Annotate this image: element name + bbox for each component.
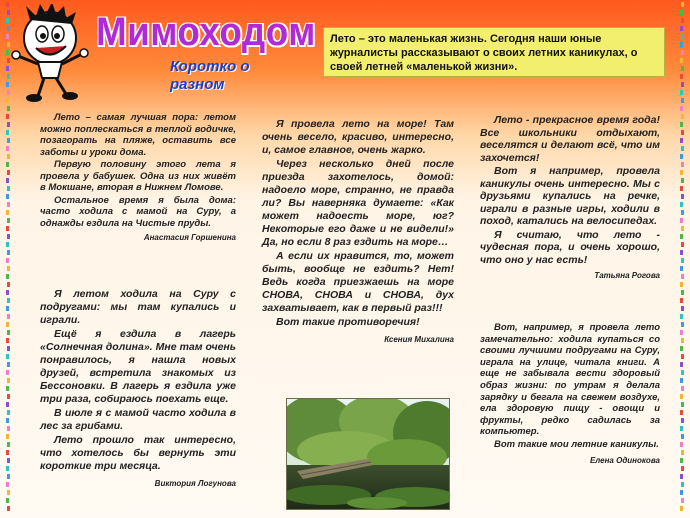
- border-dash: [681, 18, 684, 23]
- border-dash: [680, 250, 683, 255]
- border-dash: [7, 170, 10, 175]
- border-dash: [681, 338, 684, 343]
- border-dash: [6, 450, 9, 455]
- border-dash: [6, 258, 9, 263]
- border-dash: [6, 242, 9, 247]
- border-dash: [7, 250, 10, 255]
- border-dash: [7, 490, 10, 495]
- border-dash: [681, 82, 684, 87]
- border-dash: [680, 378, 683, 383]
- border-dash: [681, 418, 684, 423]
- border-dash: [7, 362, 10, 367]
- border-dash: [681, 210, 684, 215]
- border-dash: [680, 218, 683, 223]
- border-dash: [681, 162, 684, 167]
- border-dash: [6, 434, 9, 439]
- border-dash: [7, 218, 10, 223]
- paragraph: Вот я например, провела каникулы очень интересно. Мы с друзьями купались на речке, играли в разные игры, ходили в поход, катались на велосипедах.: [480, 165, 660, 227]
- story-mikhalina: [262, 118, 454, 347]
- border-dash: [680, 122, 683, 127]
- border-dash: [7, 458, 10, 463]
- border-dash: [680, 330, 683, 335]
- border-dash: [7, 506, 10, 511]
- border-dash: [7, 442, 10, 447]
- border-dash: [680, 26, 683, 31]
- right-decorative-border: [680, 0, 684, 518]
- border-dash: [680, 490, 683, 495]
- border-dash: [681, 66, 684, 71]
- border-dash: [681, 258, 684, 263]
- border-dash: [681, 98, 684, 103]
- border-dash: [7, 378, 10, 383]
- story-odinokova: [480, 322, 660, 467]
- border-dash: [681, 386, 684, 391]
- border-dash: [681, 114, 684, 119]
- border-dash: [6, 226, 9, 231]
- border-dash: [681, 370, 684, 375]
- border-dash: [7, 282, 10, 287]
- border-dash: [680, 74, 683, 79]
- border-dash: [681, 290, 684, 295]
- border-dash: [7, 234, 10, 239]
- paragraph: Я летом ходила на Суру с подругами: мы там купались и играли.: [40, 288, 236, 326]
- border-dash: [6, 274, 9, 279]
- author-signature: Анастасия Горшенина: [143, 233, 236, 242]
- border-dash: [681, 130, 684, 135]
- border-dash: [6, 322, 9, 327]
- author-signature: Елена Одинокова: [589, 455, 660, 465]
- author-signature: Виктория Логунова: [154, 479, 236, 488]
- border-dash: [6, 210, 9, 215]
- border-dash: [680, 506, 683, 511]
- paragraph: Лето прошло так интересно, что хотелось бы вернуть эти короткие три месяца.: [40, 434, 236, 472]
- border-dash: [681, 178, 684, 183]
- border-dash: [680, 394, 683, 399]
- border-dash: [680, 186, 683, 191]
- border-dash: [680, 362, 683, 367]
- border-dash: [7, 138, 10, 143]
- border-dash: [7, 330, 10, 335]
- border-dash: [680, 202, 683, 207]
- border-dash: [6, 402, 9, 407]
- border-dash: [680, 346, 683, 351]
- border-dash: [680, 106, 683, 111]
- border-dash: [681, 226, 684, 231]
- border-dash: [7, 474, 10, 479]
- border-dash: [6, 338, 9, 343]
- border-dash: [681, 402, 684, 407]
- paragraph: Вот такие противоречия!: [276, 316, 420, 328]
- border-dash: [7, 154, 10, 159]
- paragraph: Первую половину этого лета я провела у бабушек. Одна из них живёт в Мокшане, вторая в Нижнем Ломове.: [40, 159, 236, 193]
- border-dash: [680, 10, 683, 15]
- border-dash: [7, 266, 10, 271]
- paragraph: Лето - прекрасное время года! Все школьники отдыхают, веселятся и делают всё, что им захочется!: [480, 114, 660, 164]
- border-dash: [6, 370, 9, 375]
- border-dash: [680, 282, 683, 287]
- paragraph: Вот, например, я провела лето замечательно: ходила купаться со своими лучшими подругами на Суру, играла на улице, читала книги. А еще не забывала вести здоровый образ жизни: по утрам я делала зарядку и бегала на свежем воздухе, ела здоровую пищу - овощи и фрукты, редко садилась за компьютер.: [480, 322, 660, 438]
- border-dash: [681, 242, 684, 247]
- border-dash: [681, 50, 684, 55]
- author-signature: Татьяна Рогова: [594, 271, 660, 280]
- border-dash: [6, 178, 9, 183]
- border-dash: [6, 354, 9, 359]
- border-dash: [680, 314, 683, 319]
- border-dash: [680, 234, 683, 239]
- author-signature: Ксения Михалина: [384, 335, 454, 344]
- border-dash: [6, 146, 9, 151]
- border-dash: [681, 466, 684, 471]
- border-dash: [681, 354, 684, 359]
- border-dash: [7, 410, 10, 415]
- border-dash: [681, 482, 684, 487]
- border-dash: [680, 138, 683, 143]
- border-dash: [680, 42, 683, 47]
- paragraph: В июле я с мамой часто ходила в лес за грибами.: [40, 407, 236, 432]
- border-dash: [7, 122, 10, 127]
- border-dash: [6, 466, 9, 471]
- cartoon-figure-icon: [8, 4, 98, 108]
- border-dash: [7, 346, 10, 351]
- border-dash: [7, 186, 10, 191]
- paragraph: Я провела лето на море! Там очень весело, красиво, интересно, и, самое главное, очень жарко.: [262, 118, 454, 156]
- border-dash: [7, 202, 10, 207]
- border-dash: [681, 194, 684, 199]
- newspaper-logo: [96, 10, 316, 93]
- border-dash: [680, 426, 683, 431]
- border-dash: [680, 90, 683, 95]
- border-dash: [6, 114, 9, 119]
- border-dash: [7, 394, 10, 399]
- border-dash: [681, 34, 684, 39]
- border-dash: [680, 154, 683, 159]
- border-dash: [6, 194, 9, 199]
- border-dash: [7, 426, 10, 431]
- border-dash: [6, 162, 9, 167]
- logo-title: Мимоходом: [96, 10, 316, 54]
- story-logunova: [40, 288, 236, 491]
- border-dash: [681, 146, 684, 151]
- logo-subtitle: Коротко о разном: [170, 58, 250, 93]
- border-dash: [6, 386, 9, 391]
- border-dash: [680, 58, 683, 63]
- intro-box: Лето – это маленькая жизнь. Сегодня наши юные журналисты рассказывают о своих летних каникулах, о своей летней «маленькой жизни».: [323, 27, 665, 77]
- border-dash: [680, 410, 683, 415]
- story-gorshenina: [40, 112, 236, 245]
- border-dash: [681, 450, 684, 455]
- border-dash: [6, 130, 9, 135]
- paragraph: Остальное время я была дома: часто ходила с мамой на Суру, а однажды ездила на Чистые пруды.: [40, 194, 236, 229]
- paragraph: Через несколько дней после приезда захотелось, домой: надоело море, странно, не правда ли? Вы наверняка думаете: «Как может надоесть море, юг? Некоторые его даже и не видели!» Да, но если 8 раз ездить на море…: [262, 158, 454, 248]
- paragraph: Лето – самая лучшая пора: летом можно поплескаться в теплой водичке, позагорать на пляже, оставить все заботы и уроки дома.: [40, 112, 236, 158]
- paragraph: А если их нравится, то, может быть, вообще не ездить? Нет! Ведь когда приезжаешь на море СНОВА, СНОВА и СНОВА, дух захватывает, как в первый раз!!!: [262, 250, 454, 314]
- border-dash: [681, 274, 684, 279]
- border-dash: [680, 442, 683, 447]
- border-dash: [680, 458, 683, 463]
- paragraph: Я считаю, что лето - чудесная пора, и очень хорошо, что оно у нас есть!: [480, 228, 660, 266]
- border-dash: [680, 474, 683, 479]
- border-dash: [6, 498, 9, 503]
- paragraph: Вот такие мои летние каникулы.: [494, 438, 659, 450]
- river-landscape-photo: [286, 398, 450, 510]
- border-dash: [7, 298, 10, 303]
- border-dash: [680, 266, 683, 271]
- border-dash: [680, 298, 683, 303]
- border-dash: [6, 306, 9, 311]
- border-dash: [681, 2, 684, 7]
- border-dash: [7, 314, 10, 319]
- border-dash: [681, 322, 684, 327]
- paragraph: Ещё я ездила в лагерь «Солнечная долина». Мне там очень понравилось, я нашла новых друзей, встретила знакомых из Бессоновки. В лагерь я ездила уже три раза, собираюсь поехать еще.: [40, 328, 236, 405]
- border-dash: [6, 418, 9, 423]
- border-dash: [6, 482, 9, 487]
- story-rogova: [480, 114, 660, 284]
- border-dash: [681, 498, 684, 503]
- border-dash: [681, 306, 684, 311]
- border-dash: [681, 434, 684, 439]
- border-dash: [680, 170, 683, 175]
- border-dash: [6, 290, 9, 295]
